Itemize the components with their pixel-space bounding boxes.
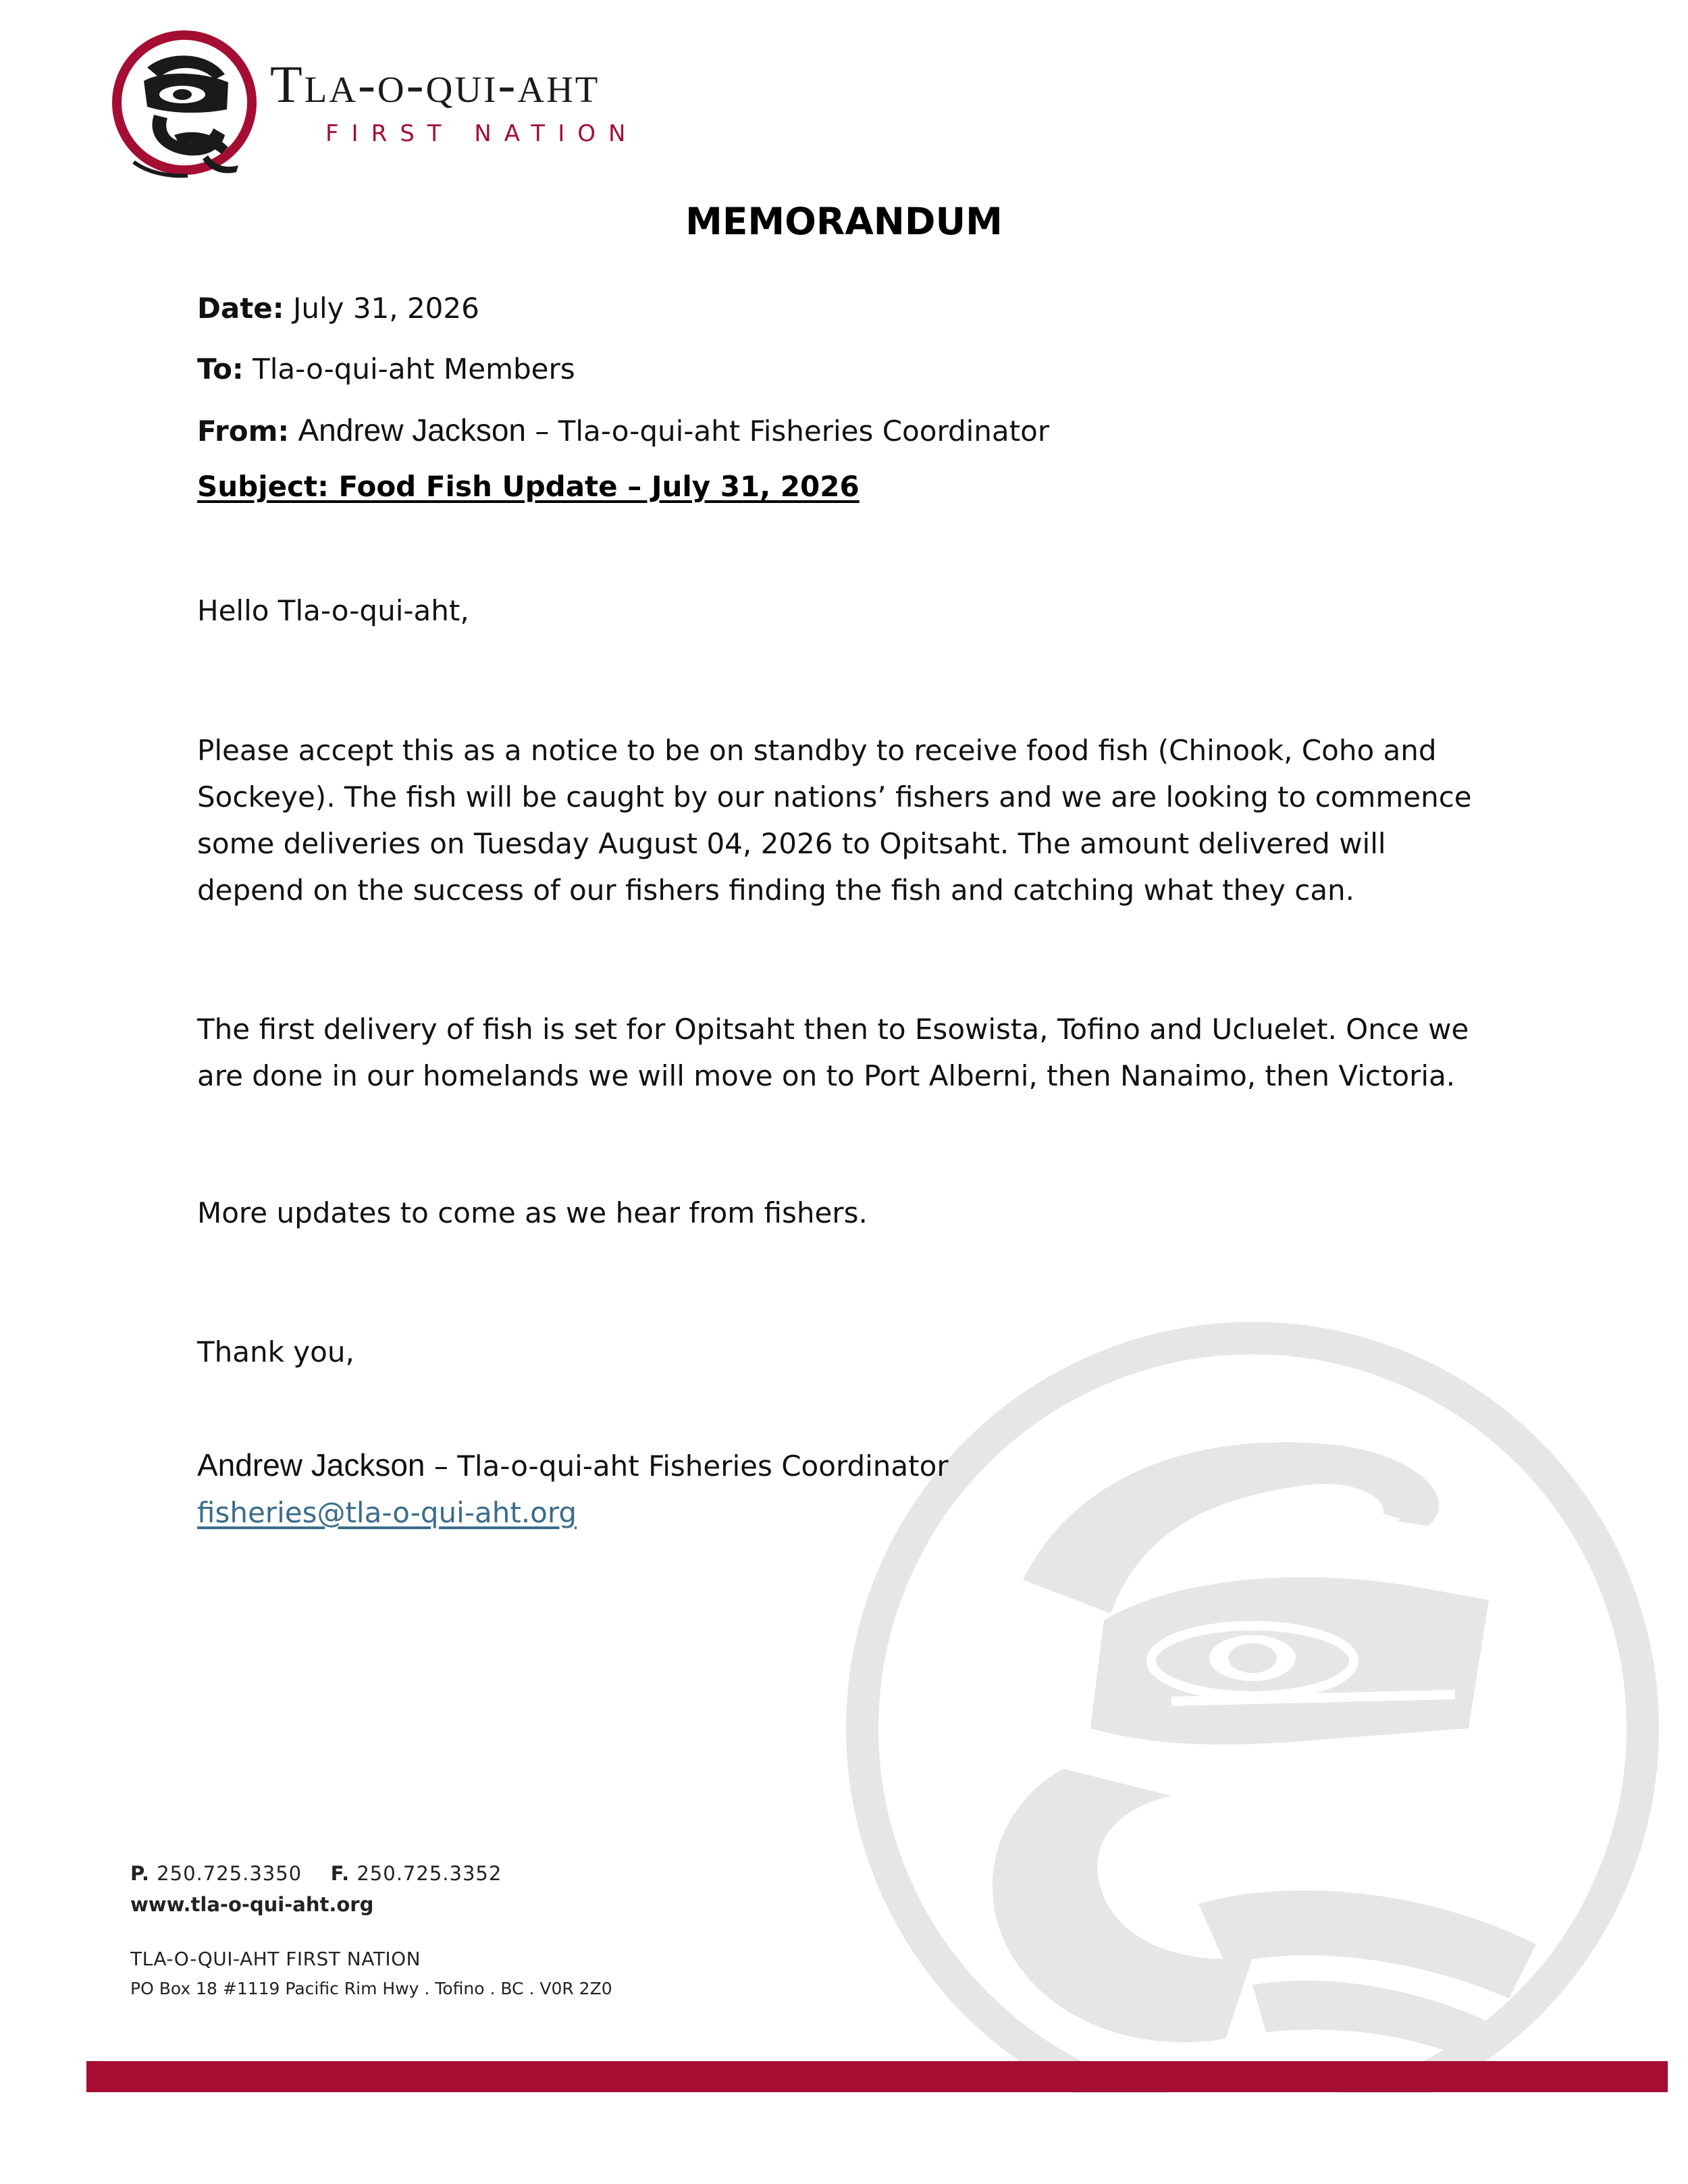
footer-accent-bar (86, 2061, 1668, 2092)
date-field (197, 278, 1049, 339)
date-label: Date: (197, 292, 284, 325)
phone-label: P. (130, 1862, 150, 1885)
paragraph-3: More updates to come as we hear from fishers. (197, 1196, 868, 1229)
paragraph-1-line-1: Please accept this as a notice to be on standby to receive food fish (Chinook, Coho and (197, 734, 1437, 767)
contact-numbers (130, 1858, 612, 1889)
from-label: From: (197, 415, 290, 448)
footer-address: PO Box 18 #1119 Pacific Rim Hwy . Tofino . BC . V0R 2Z0 (130, 1979, 612, 1998)
footer-org-name: TLA-O-QUI-AHT FIRST NATION (130, 1948, 421, 1970)
signature-name: Andrew Jackson (197, 1447, 425, 1483)
signature (197, 1442, 1494, 1536)
serpent-logo-icon (107, 27, 262, 182)
from-name: Andrew Jackson (298, 412, 526, 448)
paragraph-2-line-2: are done in our homelands we will move on to Port Alberni, then Nanaimo, then Victoria. (197, 1059, 1456, 1092)
signature-role: – Tla-o-qui-aht Fisheries Coordinator (425, 1449, 949, 1483)
memo-subject: Subject: Food Fish Update – July 31, 2026 (197, 470, 860, 503)
signature-line (197, 1442, 1494, 1489)
greeting: Hello Tla-o-qui-aht, (197, 594, 469, 627)
to-value: Tla-o-qui-aht Members (253, 352, 575, 385)
website-link[interactable]: www.tla-o-qui-aht.org (130, 1893, 374, 1916)
phone-number: 250.725.3350 (157, 1862, 302, 1885)
paragraph-2 (197, 1006, 1494, 1099)
serpent-watermark-icon (820, 1296, 1671, 2093)
fax-label: F. (330, 1862, 350, 1885)
paragraph-1-line-2: Sockeye). The fish will be caught by our nations’ fishers and we are looking to commence (197, 780, 1472, 814)
paragraph-1-line-4: depend on the success of our fishers finding the fish and catching what they can. (197, 874, 1355, 907)
date-value: July 31, 2026 (292, 292, 479, 325)
from-role: – Tla-o-qui-aht Fisheries Coordinator (526, 415, 1050, 448)
from-field (197, 400, 1049, 462)
to-label: To: (197, 352, 244, 385)
fax-number: 250.725.3352 (357, 1862, 502, 1885)
to-field (197, 339, 1049, 400)
closing: Thank you, (197, 1335, 354, 1368)
paragraph-1 (197, 727, 1494, 913)
email-link[interactable]: fisheries@tla-o-qui-aht.org (197, 1496, 577, 1529)
organization-subtitle: FIRST NATION (325, 120, 639, 147)
paragraph-2-line-1: The first delivery of fish is set for Opitsaht then to Esowista, Tofino and Ucluelet. Once we (197, 1013, 1469, 1046)
memo-title: MEMORANDUM (685, 200, 1003, 243)
memo-fields (197, 278, 1049, 462)
footer (130, 1858, 612, 2004)
organization-name: Tla-o-qui-aht (270, 55, 600, 113)
paragraph-1-line-3: some deliveries on Tuesday August 04, 2026 to Opitsaht. The amount delivered will (197, 827, 1386, 860)
